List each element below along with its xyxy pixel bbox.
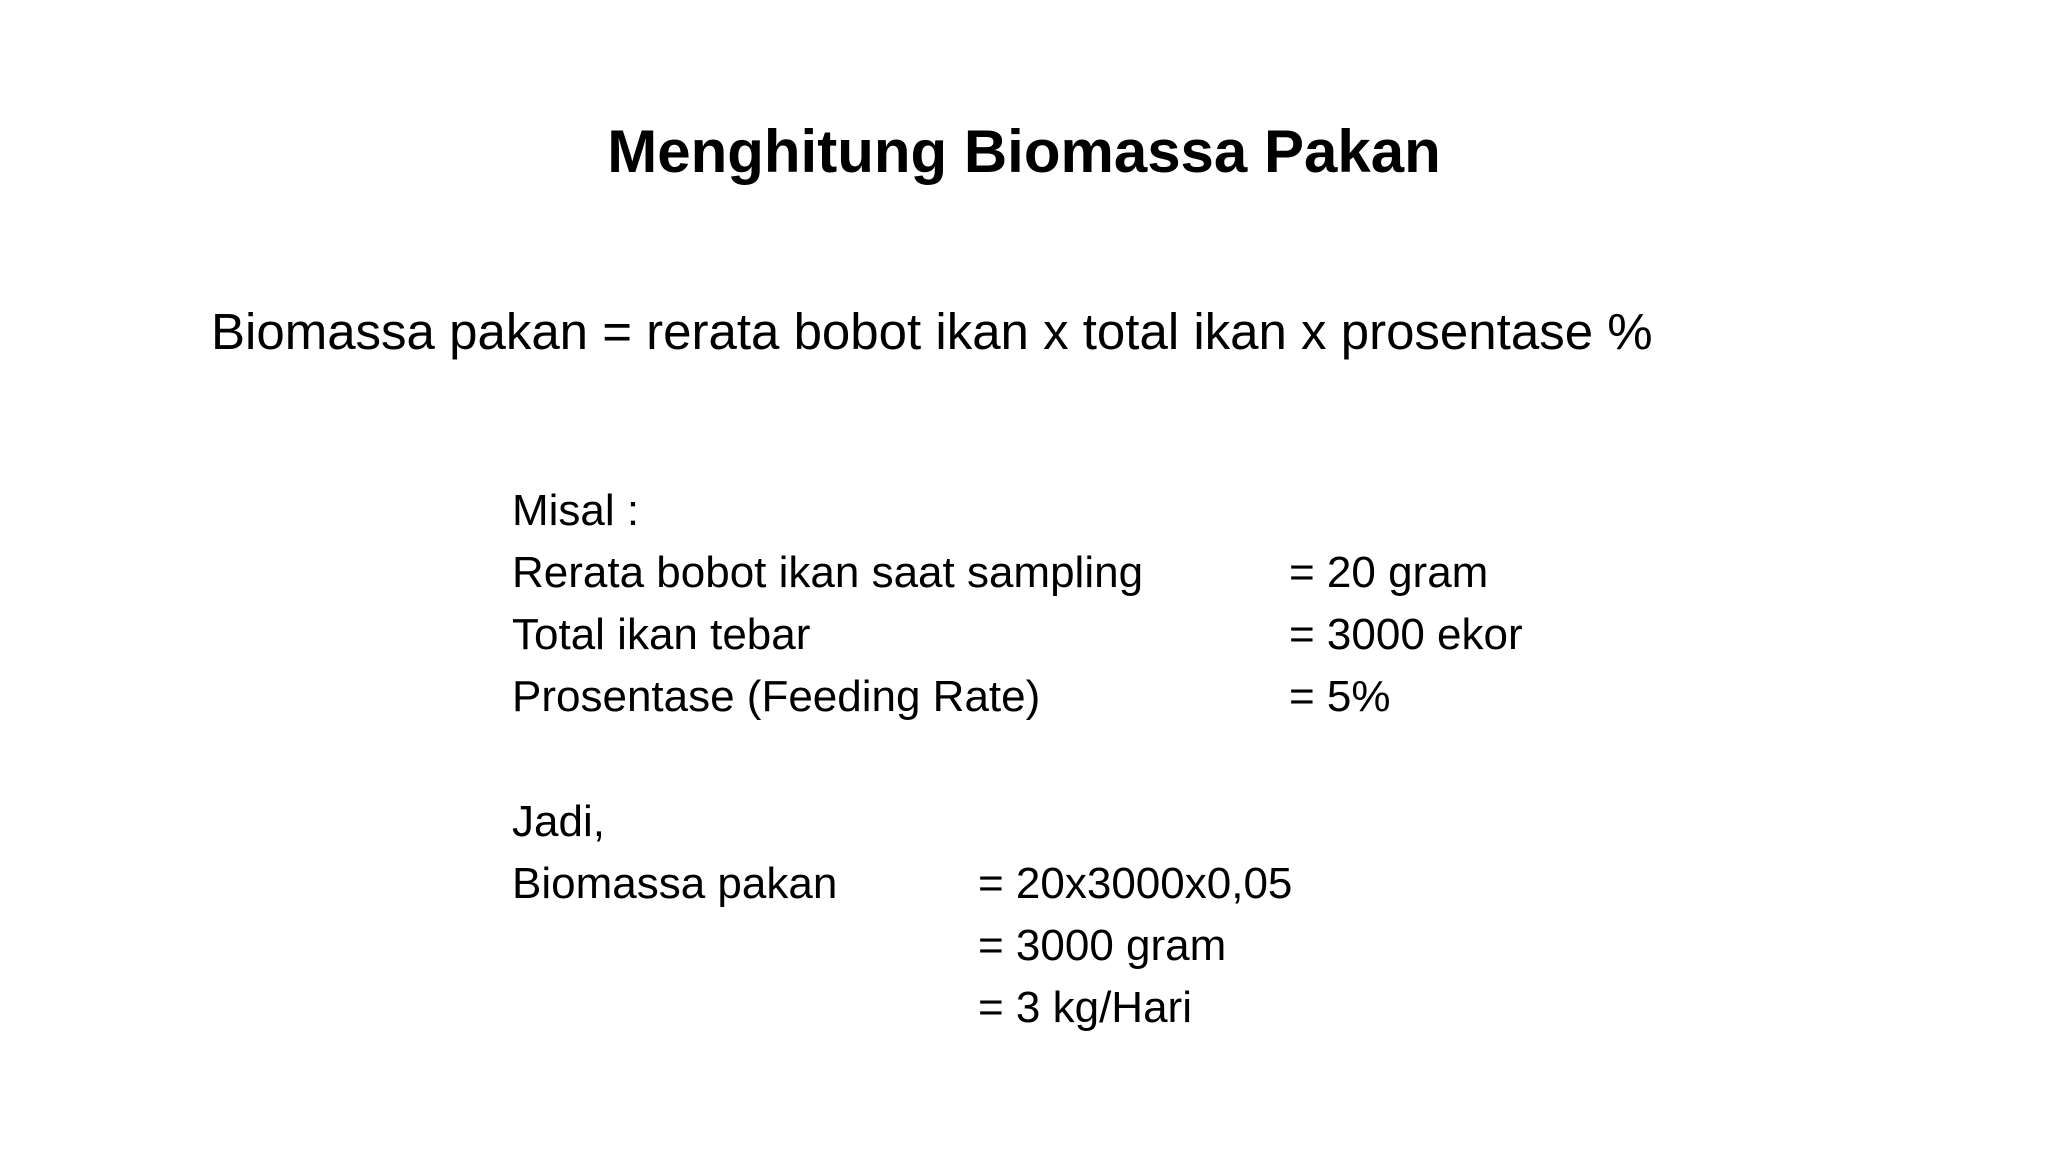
example-value-rate: = 5%	[1289, 672, 1391, 721]
example-value-total: = 3000 ekor	[1289, 610, 1523, 659]
example-value-weight: = 20 gram	[1289, 548, 1489, 597]
formula-text: Biomassa pakan = rerata bobot ikan x total ikan x prosentase %	[211, 303, 1653, 360]
slide-title: Menghitung Biomassa Pakan	[607, 118, 1441, 185]
result-step-1: = 20x3000x0,05	[978, 859, 1293, 908]
example-label-rate: Prosentase (Feeding Rate)	[512, 672, 1041, 721]
result-step-2: = 3000 gram	[978, 921, 1227, 970]
result-heading: Jadi,	[512, 797, 605, 846]
example-heading: Misal :	[512, 486, 640, 535]
result-label: Biomassa pakan	[512, 859, 838, 908]
result-step-3: = 3 kg/Hari	[978, 983, 1192, 1032]
example-label-weight: Rerata bobot ikan saat sampling	[512, 548, 1144, 597]
example-label-total: Total ikan tebar	[512, 610, 811, 659]
